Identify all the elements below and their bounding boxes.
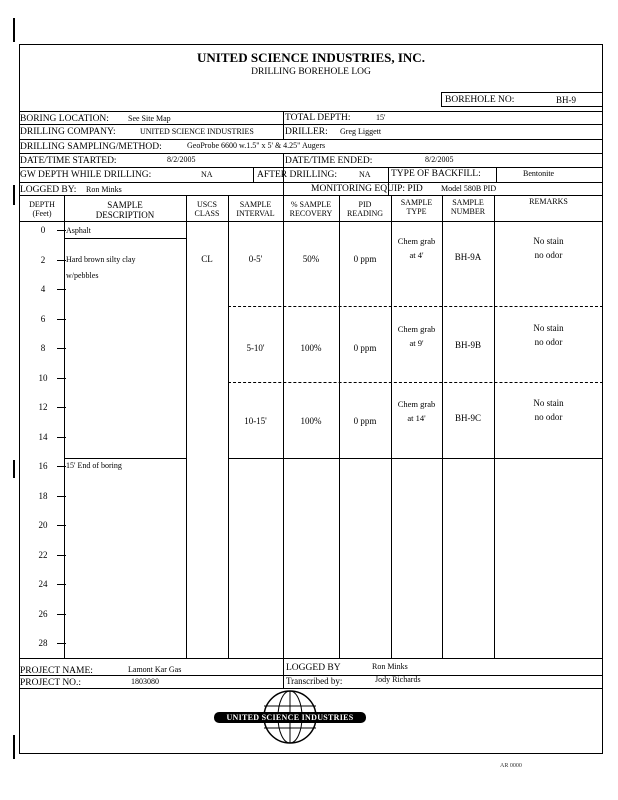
depth-label: 22	[38, 550, 48, 560]
logo-text: UNITED SCIENCE INDUSTRIES	[226, 713, 354, 722]
sample-interval: 0-5'	[248, 254, 263, 264]
sample-number: BH-9B	[454, 340, 481, 350]
depth-tick	[57, 614, 66, 615]
depth-tick	[57, 555, 66, 556]
col-header-number: SAMPLE NUMBER	[450, 198, 486, 217]
row-divider	[19, 182, 603, 183]
sample-separator	[228, 382, 603, 383]
col-divider	[496, 167, 497, 182]
col-header-remarks: REMARKS	[529, 197, 568, 206]
sample-type: Chem grab at 9'	[397, 324, 436, 348]
page-marks: AR 0000	[500, 763, 522, 769]
table-col-line	[442, 195, 443, 658]
depth-tick	[57, 407, 66, 408]
depth-tick	[57, 348, 66, 349]
depth-tick	[57, 496, 66, 497]
depth-tick	[57, 378, 66, 379]
monitoring-label: MONITORING EQUIP: PID	[311, 184, 423, 194]
logged-by-label: LOGGED BY:	[20, 185, 77, 195]
depth-label: 20	[38, 520, 48, 530]
method-label: DRILLING SAMPLING/METHOD:	[20, 142, 162, 152]
depth-label: 2	[40, 255, 46, 265]
borehole-value: BH-9	[556, 95, 576, 105]
col-divider	[253, 167, 254, 182]
depth-label: 28	[38, 638, 48, 648]
scan-margin-mark	[13, 460, 15, 478]
footer-logged-by-label: LOGGED BY	[286, 663, 341, 673]
table-col-line	[391, 195, 392, 658]
depth-tick	[57, 466, 66, 467]
uscs-value: CL	[201, 254, 213, 264]
sample-type: Chem grab at 4'	[397, 236, 436, 260]
sample-number: BH-9C	[454, 413, 481, 423]
table-col-line	[283, 195, 284, 658]
form-subtitle: DRILLING BOREHOLE LOG	[251, 67, 371, 77]
table-header-line	[19, 221, 603, 222]
company-title: UNITED SCIENCE INDUSTRIES, INC.	[197, 50, 425, 65]
scan-margin-mark	[13, 18, 15, 42]
desc-soil-line2: w/pebbles	[66, 271, 99, 280]
depth-tick	[57, 230, 66, 231]
depth-label: 18	[38, 491, 48, 501]
backfill-label: TYPE OF BACKFILL:	[391, 169, 481, 179]
col-header-description: SAMPLE DESCRIPTION	[95, 200, 155, 221]
scan-margin-mark	[13, 185, 15, 205]
sample-pid: 0 ppm	[353, 254, 377, 264]
depth-label: 16	[38, 461, 48, 471]
borehole-label: BOREHOLE NO:	[445, 95, 515, 105]
gw-label: GW DEPTH WHILE DRILLING:	[20, 170, 152, 180]
col-header-recovery: % SAMPLE RECOVERY	[289, 200, 333, 219]
total-depth-label: TOTAL DEPTH:	[285, 113, 351, 123]
desc-end-of-boring: 15' End of boring	[66, 461, 122, 470]
col-divider	[283, 111, 284, 139]
project-name-value: Lamont Kar Gas	[128, 665, 182, 674]
sample-remarks: No stain no odor	[533, 236, 564, 261]
table-row-line	[228, 458, 603, 459]
row-divider	[19, 111, 603, 112]
depth-label: 0	[40, 225, 46, 235]
sample-pid: 0 ppm	[353, 416, 377, 426]
logged-by-value: Ron Minks	[86, 185, 122, 194]
backfill-value: Bentonite	[523, 169, 555, 178]
table-col-line	[64, 195, 65, 658]
depth-tick	[57, 260, 66, 261]
ended-value: 8/2/2005	[425, 155, 454, 164]
after-drilling-value: NA	[359, 170, 371, 179]
depth-label: 24	[38, 579, 48, 589]
sample-type: Chem grab at 14'	[397, 399, 436, 423]
col-header-depth: DEPTH (Feet)	[29, 200, 55, 219]
depth-tick	[57, 319, 66, 320]
monitoring-value: Model 580B PID	[441, 184, 497, 193]
footer-line	[19, 658, 603, 659]
depth-label: 26	[38, 609, 48, 619]
depth-label: 14	[38, 432, 48, 442]
boring-location-label: BORING LOCATION:	[20, 114, 109, 124]
depth-tick	[57, 289, 66, 290]
row-divider	[19, 139, 603, 140]
table-row-line	[64, 238, 186, 239]
row-divider	[19, 195, 603, 196]
project-name-label: PROJECT NAME:	[20, 666, 93, 676]
depth-label: 10	[38, 373, 48, 383]
driller-label: DRILLER:	[285, 127, 328, 137]
driller-value: Greg Liggett	[340, 127, 382, 136]
sample-remarks: No stain no odor	[533, 323, 564, 348]
sample-interval: 10-15'	[244, 416, 267, 426]
table-row-line	[64, 458, 186, 459]
project-no-value: 1803080	[131, 677, 159, 686]
gw-value: NA	[201, 170, 213, 179]
sample-pid: 0 ppm	[353, 343, 377, 353]
table-col-line	[186, 195, 187, 658]
depth-label: 4	[40, 284, 46, 294]
footer-divider	[283, 658, 284, 688]
sample-recovery: 100%	[300, 343, 322, 353]
transcribed-value: Jody Richards	[375, 675, 421, 684]
sample-remarks: No stain no odor	[533, 398, 564, 423]
sample-interval: 5-10'	[246, 343, 265, 353]
row-divider	[19, 167, 603, 168]
sample-recovery: 50%	[302, 254, 320, 264]
sample-separator	[228, 306, 603, 307]
depth-tick	[57, 584, 66, 585]
depth-label: 12	[38, 402, 48, 412]
sample-recovery: 100%	[300, 416, 322, 426]
table-col-line	[228, 195, 229, 658]
depth-tick	[57, 525, 66, 526]
depth-label: 6	[40, 314, 46, 324]
depth-tick	[57, 437, 66, 438]
sample-number: BH-9A	[454, 252, 482, 262]
method-value: GeoProbe 6600 w.1.5" x 5' & 4.25" Augers	[187, 141, 326, 150]
col-header-interval: SAMPLE INTERVAL	[236, 200, 275, 219]
row-divider	[19, 153, 603, 154]
boring-location-value: See Site Map	[128, 114, 171, 123]
table-col-line	[494, 195, 495, 658]
table-col-line	[339, 195, 340, 658]
after-drilling-label: AFTER DRILLING:	[257, 170, 337, 180]
project-no-label: PROJECT NO.:	[20, 678, 82, 688]
ended-label: DATE/TIME ENDED:	[285, 156, 373, 166]
col-header-uscs: USCS CLASS	[194, 200, 220, 219]
depth-label: 8	[40, 343, 46, 353]
desc-asphalt: Asphalt	[66, 226, 91, 235]
col-header-type: SAMPLE TYPE	[400, 198, 433, 217]
depth-tick	[57, 643, 66, 644]
scan-margin-mark	[13, 735, 15, 759]
drilling-company-value: UNITED SCIENCE INDUSTRIES	[140, 127, 254, 136]
col-header-pid: PID READING	[347, 200, 383, 219]
started-value: 8/2/2005	[167, 155, 196, 164]
desc-soil-line1: Hard brown silty clay	[66, 255, 136, 264]
drilling-company-label: DRILLING COMPANY:	[20, 127, 116, 137]
started-label: DATE/TIME STARTED:	[20, 156, 117, 166]
footer-logged-by-value: Ron Minks	[372, 662, 408, 671]
total-depth-value: 15'	[376, 113, 386, 122]
transcribed-label: Transcribed by:	[286, 676, 343, 686]
